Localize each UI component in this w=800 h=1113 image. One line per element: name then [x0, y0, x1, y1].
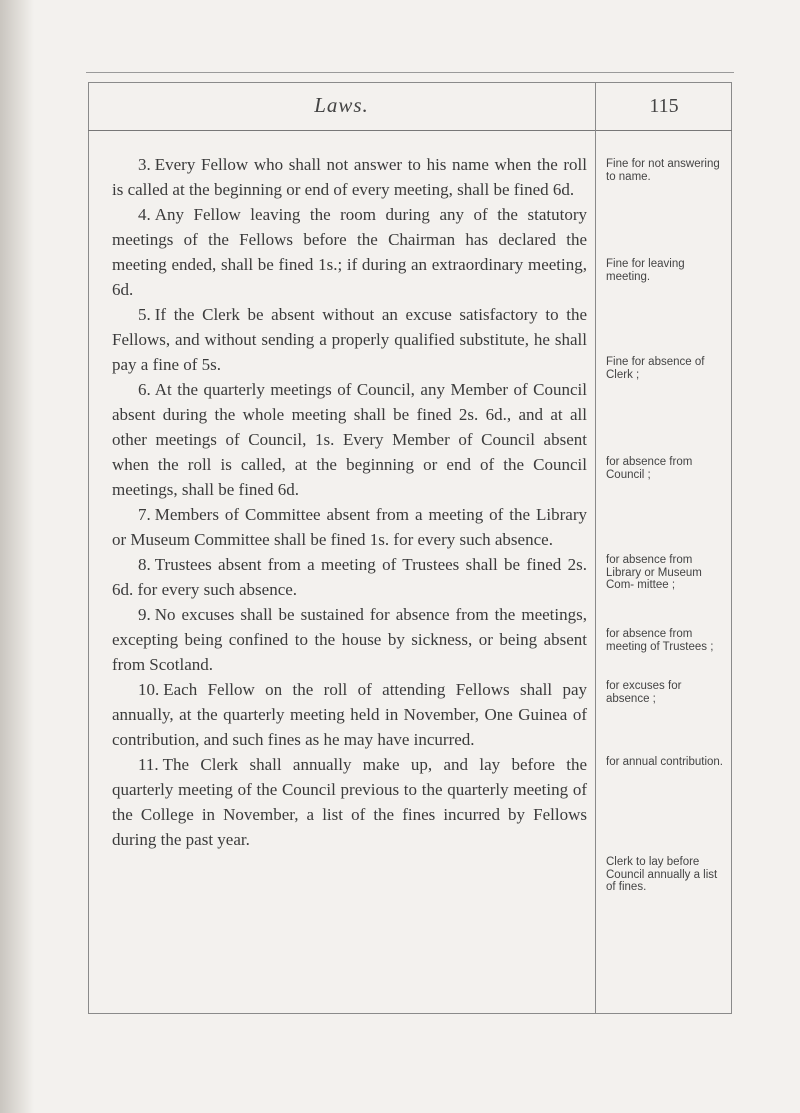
law-text: At the quarterly meetings of Council, any Member of Council absent during the whole meeting shall be fined 2s. 6d., and at all other meetings of Council, 1s. Every Member of Council absent when the roll is called, at the beginning or end of the Council meetings, shall be fined 6d. — [112, 380, 587, 499]
law-paragraph-7 — [112, 502, 587, 552]
law-number: 11. — [138, 755, 159, 774]
law-text: No excuses shall be sustained for absence from the meetings, excepting being confined to the house by sickness, or being absent from Scotland. — [112, 605, 587, 674]
law-number: 6. — [138, 380, 151, 399]
margin-note: Fine for absence of Clerk ; — [606, 356, 705, 381]
margin-note: Fine for leaving meeting. — [606, 258, 685, 283]
margin-note: for annual contribution. — [606, 756, 723, 768]
page-number: 115 — [649, 95, 679, 117]
law-number: 4. — [138, 205, 151, 224]
law-number: 10. — [138, 680, 160, 699]
law-text: Every Fellow who shall not answer to his name when the roll is called at the beginning or end of every meeting, shall be fined 6d. — [112, 155, 587, 199]
law-number: 9. — [138, 605, 151, 624]
law-number: 8. — [138, 555, 151, 574]
margin-column-divider — [595, 82, 596, 1014]
law-paragraph-11 — [112, 752, 587, 852]
top-border-line — [86, 72, 734, 73]
margin-note: for absence from meeting of Trustees ; — [606, 628, 714, 653]
law-text: If the Clerk be absent without an excuse satisfactory to the Fellows, and without sending a properly qualified substitute, he shall pay a fine of 5s. — [112, 305, 587, 374]
header-rule — [88, 130, 595, 131]
law-text: Each Fellow on the roll of attending Fellows shall pay annually, at the quarterly meeting held in November, One Guinea of contribution, and such fines as he may have incurred. — [112, 680, 587, 749]
law-text: Any Fellow leaving the room during any of the statutory meetings of the Fellows before the Chairman has declared the meeting ended, shall be fined 1s.; if during an extraordinary meeting, 6d. — [112, 205, 587, 299]
header-rule-margin — [596, 130, 732, 131]
law-paragraph-3 — [112, 152, 587, 202]
law-paragraph-9 — [112, 602, 587, 677]
laws-body — [112, 152, 587, 852]
law-paragraph-6 — [112, 377, 587, 502]
law-paragraph-4 — [112, 202, 587, 302]
law-paragraph-8 — [112, 552, 587, 602]
running-title: Laws. — [314, 93, 369, 117]
law-paragraph-5 — [112, 302, 587, 377]
law-text: Members of Committee absent from a meeting of the Library or Museum Committee shall be fined 1s. for every such absence. — [112, 505, 587, 549]
law-number: 3. — [138, 155, 151, 174]
margin-note: Fine for not answering to name. — [606, 158, 720, 183]
page-edge-shadow — [0, 0, 34, 1113]
law-number: 5. — [138, 305, 151, 324]
law-text: Trustees absent from a meeting of Trustees shall be fined 2s. 6d. for every such absence. — [112, 555, 587, 599]
law-paragraph-10 — [112, 677, 587, 752]
margin-note: for excuses for absence ; — [606, 680, 682, 705]
margin-note: for absence from Council ; — [606, 456, 693, 481]
margin-note: for absence from Library or Museum Com- mittee ; — [606, 554, 702, 591]
law-text: The Clerk shall annually make up, and lay before the quarterly meeting of the Council previous to the quarterly meeting of the College in November, a list of the fines incurred by Fellows during the past year. — [112, 755, 587, 849]
margin-note: Clerk to lay before Council annually a list of fines. — [606, 856, 718, 893]
law-number: 7. — [138, 505, 151, 524]
